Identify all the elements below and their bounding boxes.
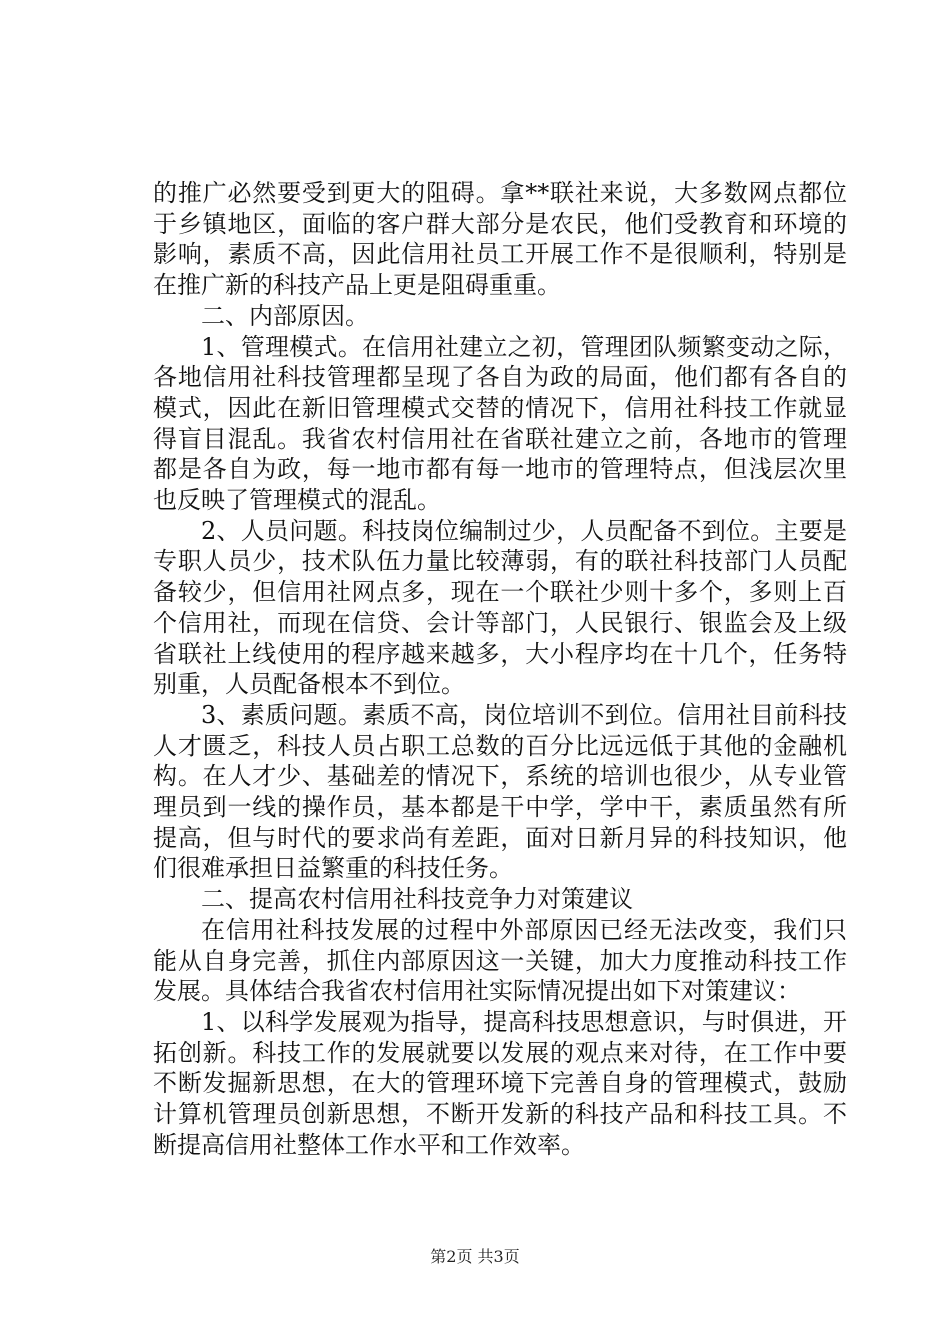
paragraph-3: 1、管理模式。在信用社建立之初，管理团队频繁变动之际，各地信用社科技管理都呈现了各自为政的局面，他们都有各自的模式，因此在新旧管理模式交替的情况下，信用社科技工作就显得盲目混乱。我省农村信用社在省联社建立之前，各地市的管理都是各自为政，每一地市都有每一地市的管理特点，但浅层次里也反映了管理模式的混乱。: [153, 332, 847, 515]
paragraph-1: 的推广必然要受到更大的阻碍。拿**联社来说，大多数网点都位于乡镇地区，面临的客户群大部分是农民，他们受教育和环境的影响，素质不高，因此信用社员工开展工作不是很顺利，特别是在推广新的科技产品上更是阻碍重重。: [153, 179, 847, 300]
paragraph-2: 二、内部原因。: [201, 301, 369, 330]
paragraph-5: 3、素质问题。素质不高，岗位培训不到位。信用社目前科技人才匮乏，科技人员占职工总数的百分比远远低于其他的金融机构。在人才少、基础差的情况下，系统的培训也很少，从专业管理员到一线的操作员，基本都是干中学，学中干，素质虽然有所提高，但与时代的要求尚有差距，面对日新月异的科技知识，他们很难承担日益繁重的科技任务。: [153, 700, 847, 883]
paragraph-7: 在信用社科技发展的过程中外部原因已经无法改变，我们只能从自身完善，抓住内部原因这一关键，加大力度推动科技工作发展。具体结合我省农村信用社实际情况提出如下对策建议：: [153, 915, 847, 1006]
page-number-footer: 第2页 共3页: [430, 1247, 520, 1266]
paragraph-8: 1、以科学发展观为指导，提高科技思想意识，与时俱进，开拓创新。科技工作的发展就要以发展的观点来对待，在工作中要不断发掘新思想，在大的管理环境下完善自身的管理模式，鼓励计算机管理员创新思想，不断开发新的科技产品和科技工具。不断提高信用社整体工作水平和工作效率。: [153, 1007, 847, 1159]
document-body: [153, 178, 847, 1161]
paragraph-4: 2、人员问题。科技岗位编制过少，人员配备不到位。主要是专职人员少，技术队伍力量比较薄弱，有的联社科技部门人员配备较少，但信用社网点多，现在一个联社少则十多个，多则上百个信用社，而现在信贷、会计等部门，人民银行、银监会及上级省联社上线使用的程序越来越多，大小程序均在十几个，任务特别重，人员配备根本不到位。: [153, 516, 847, 699]
paragraph-6: 二、提高农村信用社科技竞争力对策建议: [201, 885, 633, 914]
